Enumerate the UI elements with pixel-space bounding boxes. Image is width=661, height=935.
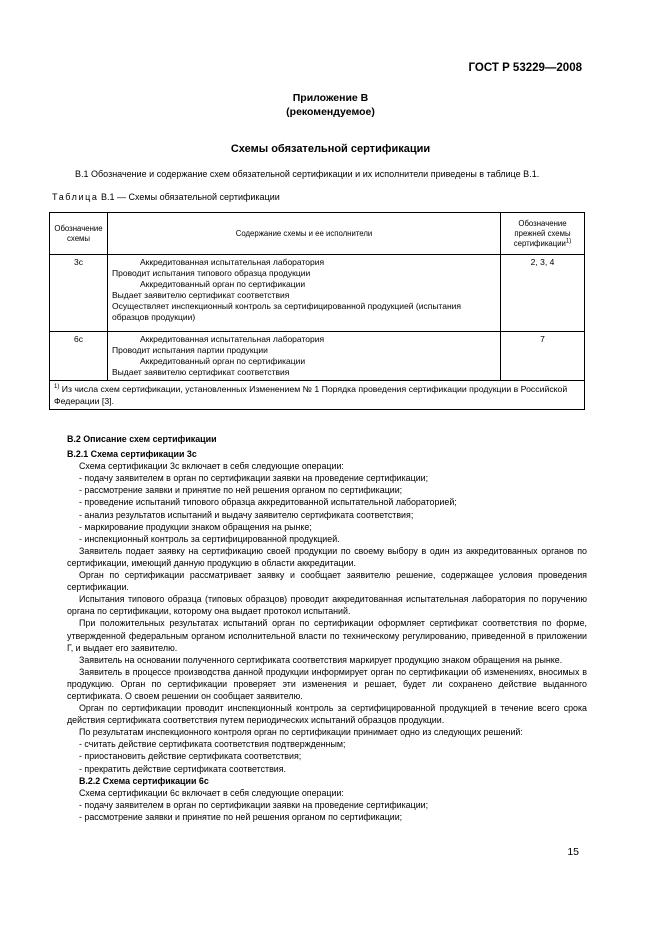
scheme-line: Выдает заявителю сертификат соответствия — [112, 367, 290, 377]
paragraph: Заявитель на основании полученного сертификата соответствия маркирует продукцию знаком обращения на рынке. — [79, 654, 563, 665]
certification-schemes-table — [49, 212, 585, 410]
scheme-content-cell — [108, 255, 501, 332]
scheme-line: Проводит испытания типового образца продукции — [112, 268, 311, 278]
table-caption-prefix: Таблица — [52, 192, 99, 202]
scheme-line: Аккредитованный орган по сертификации — [140, 279, 306, 289]
paragraph: Схема сертификации 3с включает в себя следующие операции: — [79, 461, 344, 472]
previous-scheme-cell: 7 — [501, 332, 585, 381]
appendix-title: Приложение В — [292, 92, 369, 104]
paragraph: Схема сертификации 6с включает в себя следующие операции: — [79, 787, 344, 798]
footnote-ref: 1) — [565, 237, 572, 244]
header-previous-scheme — [501, 213, 585, 255]
footnote-text: Из числа схем сертификации, установленных Изменением № 1 Порядка проведения сертификации продукции в Российской Федерации [3]. — [54, 384, 568, 406]
subsection-title: В.2.1 Схема сертификации 3с — [67, 449, 197, 460]
table-row — [50, 255, 585, 332]
paragraph: Испытания типового образца (типовых образцов) проводит аккредитованная испытательная лаборатория по поручению органа по сертификации, которому она выдает протокол испытаний. — [67, 594, 587, 617]
list-item: - проведение испытаний типового образца аккредитованной испытательной лабораторией; — [79, 497, 457, 508]
list-item: - маркирование продукции знаком обращения на рынке; — [79, 521, 312, 532]
paragraph: Заявитель подает заявку на сертификацию своей продукции по своему выбору в один из аккредитованных органов по сертификации, имеющий данную продукцию в области аккредитации. — [67, 545, 587, 568]
scheme-line: Аккредитованная испытательная лаборатория — [140, 257, 325, 267]
body-text — [67, 433, 587, 823]
paragraph: При положительных результатах испытаний орган по сертификации оформляет сертификат соответствия по форме, утвержденной федеральным органом исполнительной власти по техническому регулированию, приведенной в приложении Г, и выдает его заявителю. — [67, 618, 587, 653]
paragraph: Орган по сертификации рассматривает заявку и сообщает заявителю решение, содержащее условия проведения сертификации. — [67, 570, 587, 593]
scheme-content-cell — [108, 332, 501, 381]
list-item: - рассмотрение заявки и принятие по ней решения органом по сертификации; — [79, 811, 403, 822]
footnote-mark: 1) — [54, 384, 60, 391]
standard-code: ГОСТ Р 53229—2008 — [468, 62, 582, 74]
appendix-subtitle: (рекомендуемое) — [286, 106, 375, 118]
section-title: В.2 Описание схем сертификации — [67, 434, 217, 444]
page-number: 15 — [567, 846, 579, 858]
list-item: - считать действие сертификата соответствия подтвержденным; — [79, 739, 346, 750]
subsection-title: В.2.2 Схема сертификации 6с — [79, 775, 209, 786]
table-row — [50, 332, 585, 381]
scheme-line: Выдает заявителю сертификат соответствия — [112, 290, 290, 300]
table-caption-text: В.1 — Схемы обязательной сертификации — [101, 192, 280, 202]
scheme-code-cell: 3с — [50, 255, 108, 332]
scheme-line: Осуществляет инспекционный контроль за сертифицированной продукцией (испытания образцов продукции) — [112, 301, 461, 322]
paragraph: Заявитель в процессе производства данной продукции информирует орган по сертификации об изменениях, вносимых в продукцию. Орган по сертификации проверяет эти изменения и решает, будет ли сохранено действие выданного сертификата. О своем решении он сообщает заявителю. — [67, 666, 587, 701]
header-scheme-content: Содержание схемы и ее исполнители — [108, 213, 501, 255]
table-footnote-row — [50, 381, 585, 410]
table-footnote — [50, 381, 585, 410]
scheme-line: Аккредитованный орган по сертификации — [140, 356, 306, 366]
section-heading: Схемы обязательной сертификации — [230, 143, 431, 155]
table-caption — [52, 192, 280, 202]
table-header-row — [50, 213, 585, 255]
header-scheme-code: Обозначение схемы — [50, 213, 108, 255]
header-previous-scheme-text: Обозначение прежней схемы сертификации — [513, 218, 571, 248]
scheme-line: Аккредитованная испытательная лаборатория — [140, 334, 325, 344]
scheme-code-cell: 6с — [50, 332, 108, 381]
previous-scheme-cell: 2, 3, 4 — [501, 255, 585, 332]
list-item: - инспекционный контроль за сертифицированной продукцией. — [79, 533, 340, 544]
paragraph: По результатам инспекционного контроля орган по сертификации принимает одно из следующих решений: — [79, 727, 523, 738]
list-item: - приостановить действие сертификата соответствия; — [79, 751, 302, 762]
list-item: - подачу заявителем в орган по сертификации заявки на проведение сертификации; — [79, 473, 429, 484]
list-item: - подачу заявителем в орган по сертификации заявки на проведение сертификации; — [79, 799, 429, 810]
list-item: - рассмотрение заявки и принятие по ней решения органом по сертификации; — [79, 485, 403, 496]
paragraph: Орган по сертификации проводит инспекционный контроль за сертифицированной продукцией в течение всего срока действия сертификата соответствия путем периодических испытаний образцов продукции. — [67, 703, 587, 726]
list-item: - анализ результатов испытаний и выдачу заявителю сертификата соответствия; — [79, 509, 414, 520]
list-item: - прекратить действие сертификата соответствия. — [79, 763, 287, 774]
scheme-line: Проводит испытания партии продукции — [112, 345, 268, 355]
intro-paragraph: В.1 Обозначение и содержание схем обязательной сертификации и их исполнители приведены в таблице В.1. — [75, 169, 540, 179]
